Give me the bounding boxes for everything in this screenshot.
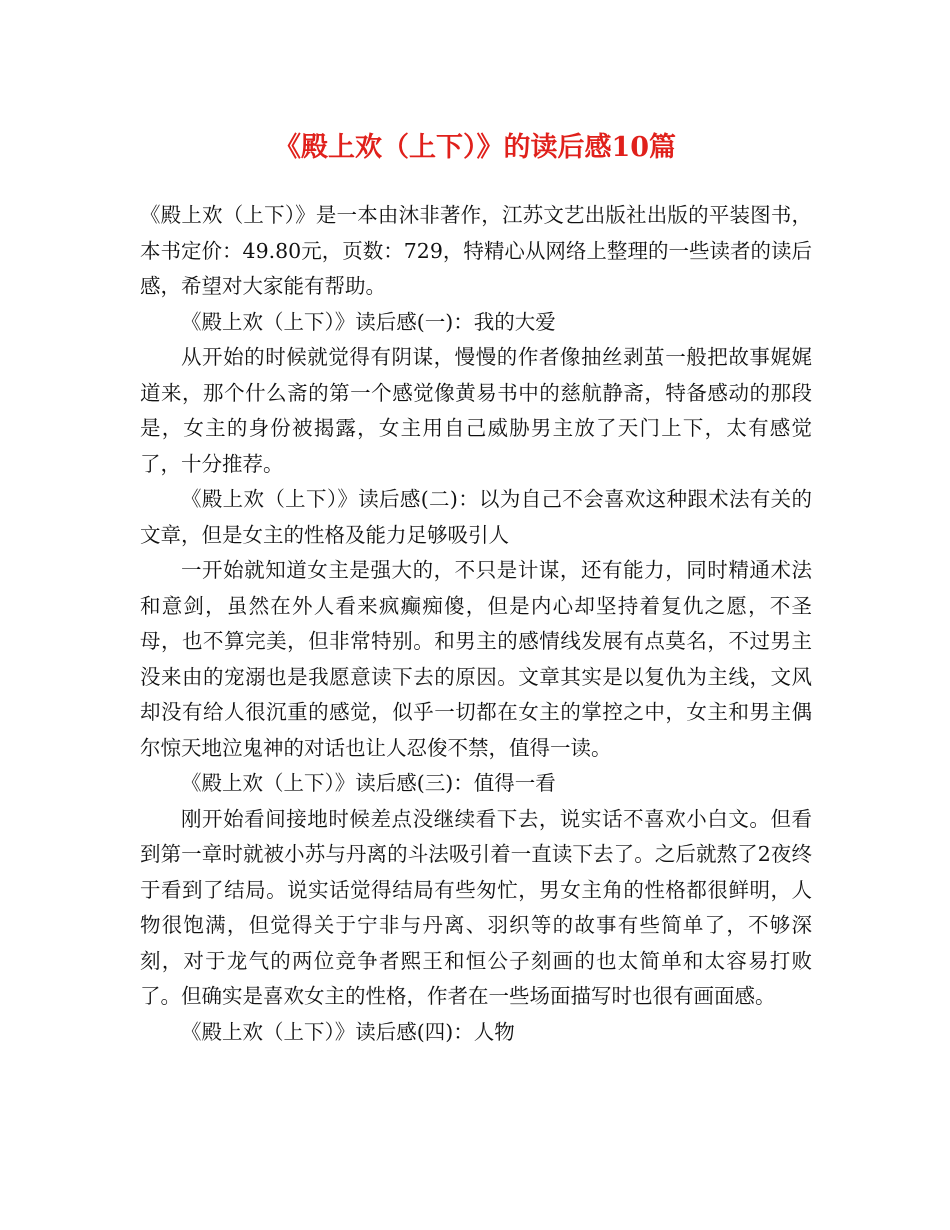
- review-heading-4: 《殿上欢（上下）》读后感(四)：人物: [181, 1019, 515, 1044]
- review-paragraph-3: 刚开始看间接地时候差点没继续看下去，说实话不喜欢小白文。但看到第一章时就被小苏与丹离的斗法吸引着一直读下去了。之后就熬了2夜终于看到了结局。说实话觉得结局有些匆忙，男女主角的性格都很鲜明，人物很饱满，但觉得关于宁非与丹离、羽织等的故事有些简单了，不够深刻，对于龙气的两位竞争者熙王和恒公子刻画的也太简单和太容易打败了。但确实是喜欢女主的性格，作者在一些场面描写时也很有画面感。: [140, 806, 812, 1008]
- document-body: [140, 198, 812, 1050]
- intro-paragraph: 《殿上欢（上下）》是一本由沐非著作，江苏文艺出版社出版的平装图书，本书定价：49.80元，页数：729，特精心从网络上整理的一些读者的读后感，希望对大家能有帮助。: [140, 203, 812, 298]
- review-paragraph-2: 一开始就知道女主是强大的，不只是计谋，还有能力，同时精通术法和意剑，虽然在外人看来疯癫痴傻，但是内心却坚持着复仇之愿，不圣母，也不算完美，但非常特别。和男主的感情线发展有点莫名，不过男主没来由的宠溺也是我愿意读下去的原因。文章其实是以复仇为主线，文风却没有给人很沉重的感觉，似乎一切都在女主的掌控之中，女主和男主偶尔惊天地泣鬼神的对话也让人忍俊不禁，值得一读。: [140, 558, 812, 760]
- review-heading-2: 《殿上欢（上下）》读后感(二)：以为自己不会喜欢这种跟术法有关的文章，但是女主的性格及能力足够吸引人: [140, 487, 812, 547]
- document-title: 《殿上欢（上下）》的读后感10篇: [273, 132, 677, 163]
- review-heading-1: 《殿上欢（上下）》读后感(一)：我的大爱: [181, 309, 556, 334]
- review-heading-3: 《殿上欢（上下）》读后感(三)：值得一看: [181, 771, 556, 795]
- review-paragraph-1: 从开始的时候就觉得有阴谋，慢慢的作者像抽丝剥茧一般把故事娓娓道来，那个什么斋的第一个感觉像黄易书中的慈航静斋，特备感动的那段是，女主的身份被揭露，女主用自己威胁男主放了天门上下，太有感觉了，十分推荐。: [140, 345, 812, 476]
